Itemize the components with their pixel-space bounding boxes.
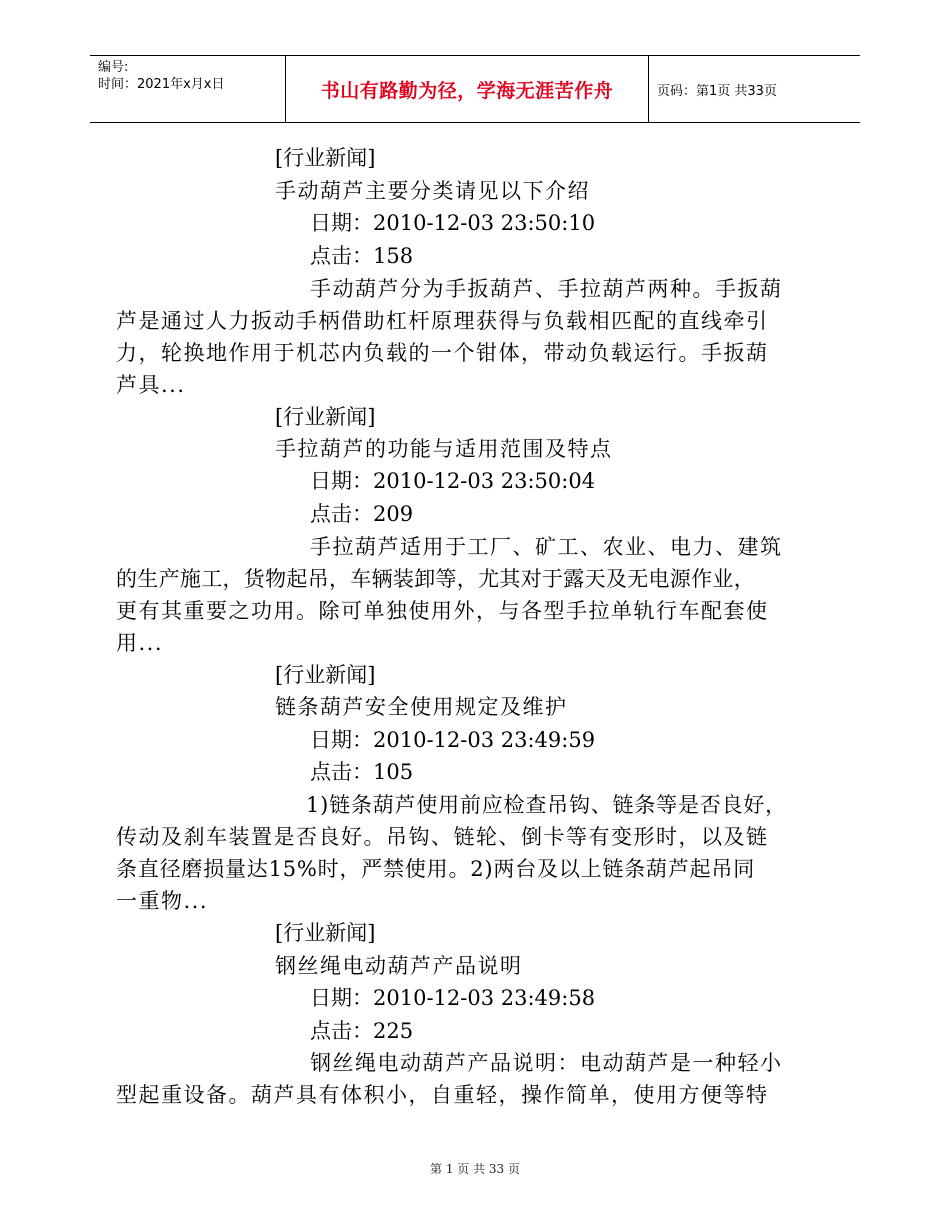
- article-clicks: 点击：225: [310, 1019, 414, 1043]
- document-header: [90, 55, 860, 123]
- article-summary-line: 更有其重要之功用。除可单独使用外，与各型手拉单轨行车配套使: [116, 599, 769, 623]
- article-summary-line: 手拉葫芦适用于工厂、矿工、农业、电力、建筑: [310, 535, 783, 559]
- article-summary-line: 型起重设备。葫芦具有体积小，自重轻，操作简单，使用方便等特: [116, 1083, 769, 1107]
- article-title[interactable]: 手拉葫芦的功能与适用范围及特点: [275, 437, 613, 461]
- article-category: [行业新闻]: [275, 921, 376, 945]
- article-summary-line: 传动及刹车装置是否良好。吊钩、链轮、倒卡等有变形时，以及链: [116, 825, 769, 849]
- header-meta: [90, 56, 286, 122]
- article-title[interactable]: 手动葫芦主要分类请见以下介绍: [275, 179, 590, 203]
- article-summary-line: 芦是通过人力扳动手柄借助杠杆原理获得与负载相匹配的直线牵引: [116, 309, 769, 333]
- article-category: [行业新闻]: [275, 146, 376, 170]
- article-summary-line: 力，轮换地作用于机芯内负载的一个钳体，带动负载运行。手扳葫: [116, 341, 769, 365]
- article-summary-line: 一重物...: [116, 889, 209, 913]
- article-summary-line: 的生产施工，货物起吊，车辆装卸等，尤其对于露天及无电源作业，: [116, 567, 755, 591]
- article-summary-line: 手动葫芦分为手扳葫芦、手拉葫芦两种。手扳葫: [310, 277, 783, 301]
- time-label: 时间：2021年x月x日: [98, 77, 225, 92]
- article-category: [行业新闻]: [275, 405, 376, 429]
- article-date: 日期：2010-12-03 23:50:04: [310, 469, 596, 493]
- article-summary-line: 钢丝绳电动葫芦产品说明：电动葫芦是一种轻小: [310, 1051, 783, 1075]
- article-clicks: 点击：209: [310, 502, 414, 526]
- article-clicks: 点击：105: [310, 760, 414, 784]
- header-motto: 书山有路勤为径，学海无涯苦作舟: [286, 56, 649, 122]
- article-summary-line: 1)链条葫芦使用前应检查吊钩、链条等是否良好，: [306, 793, 787, 817]
- serial-label: 编号:: [98, 60, 129, 75]
- article-title[interactable]: 链条葫芦安全使用规定及维护: [275, 695, 568, 719]
- page-footer: 第 1 页 共 33 页: [430, 1162, 520, 1176]
- header-page-info: 页码：第1页 共33页: [657, 83, 777, 99]
- article-date: 日期：2010-12-03 23:49:59: [310, 728, 596, 752]
- article-category: [行业新闻]: [275, 663, 376, 687]
- article-clicks: 点击：158: [310, 244, 414, 268]
- article-summary-line: 用...: [116, 631, 164, 655]
- article-title[interactable]: 钢丝绳电动葫芦产品说明: [275, 954, 523, 978]
- article-date: 日期：2010-12-03 23:50:10: [310, 211, 596, 235]
- article-summary-line: 条直径磨损量达15%时，严禁使用。2)两台及以上链条葫芦起吊同: [116, 857, 756, 881]
- article-summary-line: 芦具...: [116, 373, 186, 397]
- article-date: 日期：2010-12-03 23:49:58: [310, 986, 596, 1010]
